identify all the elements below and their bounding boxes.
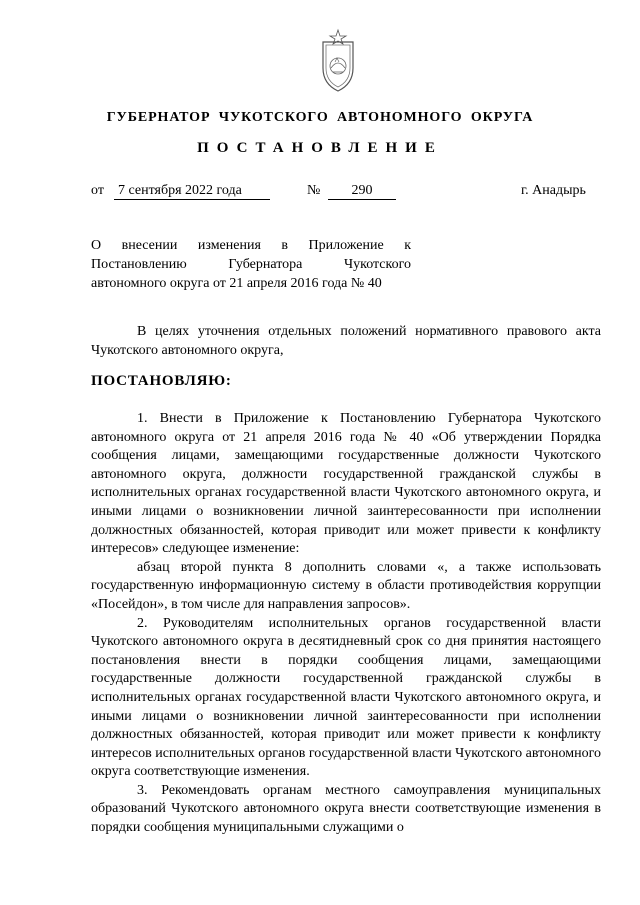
- issuing-authority: ГУБЕРНАТОР ЧУКОТСКОГО АВТОНОМНОГО ОКРУГА: [106, 110, 534, 125]
- date-prefix: от: [91, 183, 104, 198]
- paragraph-1-amendment: абзац второй пункта 8 дополнить словами «, а также использовать государственную информационную систему в области противодействия коррупции «Посейдон», в том числе для направления запросов».: [91, 559, 601, 612]
- coat-of-arms-icon: [313, 28, 363, 94]
- document-subject: О внесении изменения в Приложение к Постановлению Губернатора Чукотского автономного округа от 21 апреля 2016 года № 40: [91, 238, 411, 291]
- preamble: В целях уточнения отдельных положений нормативного правового акта Чукотского автономного округа,: [91, 324, 601, 358]
- decree-heading: ПОСТАНОВЛЯЮ:: [91, 373, 232, 389]
- paragraph-2: 2. Руководителям исполнительных органов государственной власти Чукотского автономного округа в десятидневный срок со дня принятия настоящего постановления внести в порядки сообщения лицами, замещающими государственные должности государственной гражданской службы в исполнительных органах государственной власти Чукотского автономного округа, и иными лицами о возникновении личной заинтересованности при исполнении должностных обязанностей, которая приводит или может привести к конфликту интересов исполнительных органов государственной власти Чукотского автономного округа соответствующие изменения.: [91, 615, 601, 780]
- document-number: 290: [328, 183, 396, 200]
- document-type: ПОСТАНОВЛЕНИЕ: [197, 140, 443, 156]
- document-city: г. Анадырь: [521, 183, 586, 198]
- paragraph-3: 3. Рекомендовать органам местного самоуправления муниципальных образований Чукотского автономного округа внести соответствующие изменения в порядки сообщения муниципальными служащими о: [91, 782, 601, 836]
- number-label: №: [307, 183, 321, 198]
- document-date: 7 сентября 2022 года: [114, 183, 270, 200]
- document-body: [91, 410, 601, 838]
- paragraph-1: 1. Внести в Приложение к Постановлению Губернатора Чукотского автономного округа от 21 апреля 2016 года № 40 «Об утверждении Порядка сообщения лицами, замещающими государственные должности Чукотского автономного округа, должности государственной гражданской службы в исполнительных органах государственной власти Чукотского автономного округа, и иными лицами о возникновении личной заинтересованности при исполнении должностных обязанностей, которая приводит или может привести к конфликту интересов» следующее изменение:: [91, 411, 601, 557]
